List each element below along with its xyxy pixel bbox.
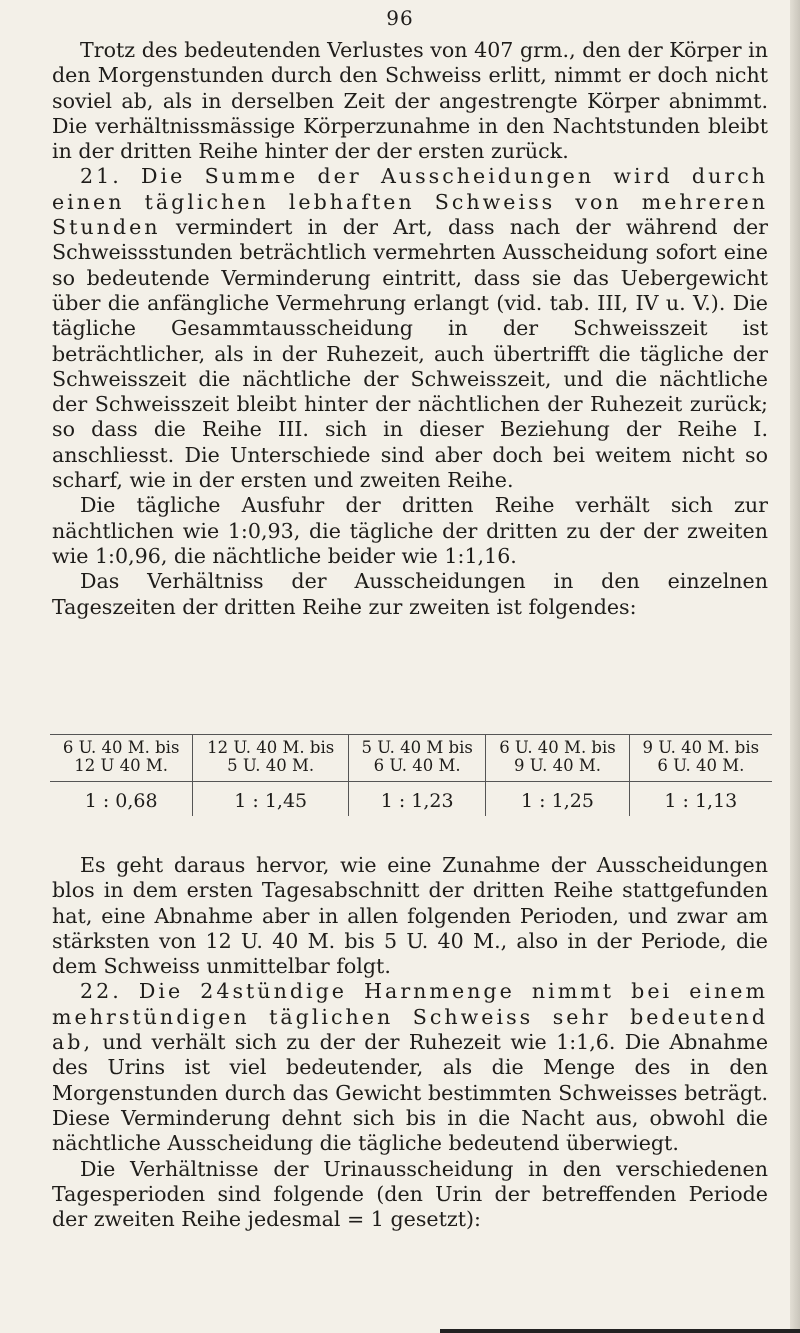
section-22-heading: 22. Die 24stündige Harnmenge nimmt bei einem mehrstündigen täglichen Schweiss sehr bedeutend ab, — [52, 979, 768, 1055]
table-header-cell: 6 U. 40 M. bis 12 U 40 M. — [50, 735, 193, 782]
table-cell: 1 : 1,45 — [193, 782, 349, 817]
table-cell: 1 : 1,25 — [486, 782, 629, 817]
section-21-paragraph-3: Das Verhältniss der Ausscheidungen in den einzelnen Tageszeiten der dritten Reihe zur zweiten ist folgendes: — [52, 569, 768, 619]
table-cell: 1 : 0,68 — [84, 790, 158, 812]
section-21-heading: 21. Die Summe der Ausscheidungen wird durch einen täglichen lebhaften Schweiss von mehreren Stunden — [52, 164, 768, 240]
table-cell: 1 : 1,13 — [629, 782, 772, 817]
paragraph-intro: Trotz des bedeutenden Verlustes von 407 grm., den der Körper in den Morgenstunden durch den Schweiss erlitt, nimmt er doch nicht soviel ab, als in derselben Zeit der angestrengte Körper abnimmt. Die verhältnissmässige Körperzunahme in den Nachtstunden bleibt in der dritten Reihe hinter der der ersten zurück. — [52, 38, 768, 164]
paragraph-after-table: Es geht daraus hervor, wie eine Zunahme der Ausscheidungen blos in dem ersten Tagesabschnitt der dritten Reihe stattgefunden hat, eine Abnahme aber in allen folgenden Perioden, und zwar am stärksten von 12 U. 40 M. bis 5 U. 40 M., also in der Periode, die dem Schweiss unmittelbar folgt. — [52, 853, 768, 979]
ratio-table — [50, 734, 772, 816]
section-22-text: und verhält sich zu der der Ruhezeit wie 1:1,6. Die Abnahme des Urins ist viel bedeutender, als die Menge des in den Morgenstunden durch das Gewicht bestimmten Schweisses beträgt. Diese Verminderung dehnt sich bis in die Nacht aus, obwohl die nächtliche Ausscheidung die tägliche bedeutend überwiegt. — [52, 1030, 769, 1156]
section-21-paragraph-2: Die tägliche Ausfuhr der dritten Reihe verhält sich zur nächtlichen wie 1:0,93, die tägliche der dritten zu der der zweiten wie 1:0,96, die nächtliche beider wie 1:1,16. — [52, 493, 768, 568]
table-header-cell: 6 U. 40 M. bis 9 U. 40 M. — [486, 735, 629, 782]
table-header-cell: 5 U. 40 M bis 6 U. 40 M. — [349, 735, 486, 782]
body-text-bottom — [52, 853, 768, 1232]
section-22-paragraph-2: Die Verhältnisse der Urinausscheidung in den verschiedenen Tagesperioden sind folgende (den Urin der betreffenden Periode der zweiten Reihe jedesmal = 1 gesetzt): — [52, 1156, 768, 1232]
table-header-row — [50, 735, 772, 782]
table-cell: 1 : 1,23 — [349, 782, 486, 817]
page-number: 96 — [386, 6, 414, 30]
section-22 — [52, 979, 768, 1156]
table-row — [50, 782, 772, 817]
page-edge-shadow — [790, 0, 800, 1333]
section-21-text: vermindert in der Art, dass nach der während der Schweissstunden beträchtlich vermehrten Ausscheidung sofort eine so bedeutende Verminderung eintritt, dass sie das Uebergewicht über die anfängliche Vermehrung erlangt (vid. tab. III, IV u. V.). Die tägliche Gesammtausscheidung in der Schweisszeit ist beträchtlicher, als in der Ruhezeit, auch übertrifft die tägliche der Schweisszeit die nächtliche der Schweisszeit, und die nächtliche der Schweisszeit bleibt hinter der nächtlichen der Ruhezeit zurück; so dass die Reihe III. sich in dieser Beziehung der Reihe I. anschliesst. Die Unterschiede sind aber doch bei weitem nicht so scharf, wie in der ersten und zweiten Reihe. — [52, 215, 768, 493]
section-21 — [52, 164, 768, 493]
body-text-top — [52, 38, 768, 620]
table-header-cell: 12 U. 40 M. bis 5 U. 40 M. — [193, 735, 349, 782]
bottom-rule — [440, 1329, 800, 1333]
table-header-cell: 9 U. 40 M. bis 6 U. 40 M. — [629, 735, 772, 782]
